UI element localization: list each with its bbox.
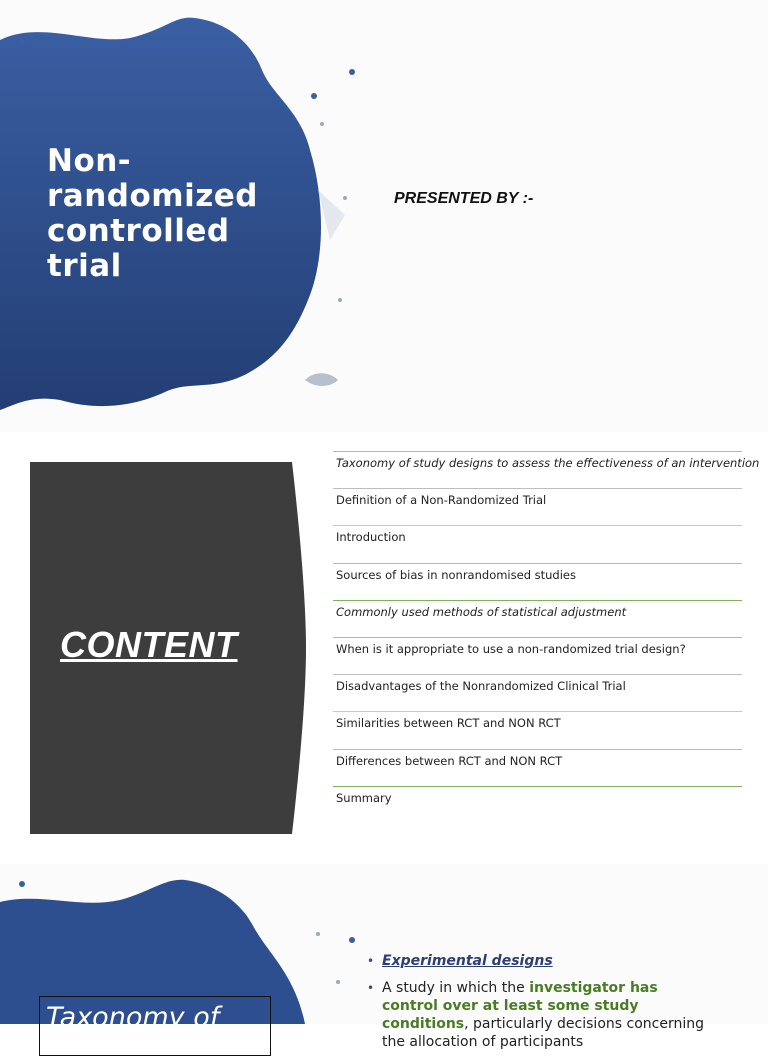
toc-item: Commonly used methods of statistical adjustment: [333, 600, 742, 636]
toc-item: Sources of bias in nonrandomised studies: [333, 563, 742, 599]
toc-item: When is it appropriate to use a non-randomized trial design?: [333, 637, 742, 673]
title-line: Non-: [47, 143, 132, 179]
toc-item: Introduction: [333, 525, 742, 561]
content-heading: CONTENT: [60, 624, 238, 665]
bullet-text-lead: A study in which the: [382, 980, 530, 996]
title-line: randomized: [47, 178, 258, 214]
title-line: controlled: [47, 213, 230, 249]
presentation-title: [47, 144, 307, 284]
toc-item: Differences between RCT and NON RCT: [333, 749, 742, 785]
title-line: trial: [47, 248, 122, 284]
content-slide: [0, 432, 768, 864]
bullet-text-highlight: investigator has control over at least some study conditions: [382, 980, 658, 1032]
bullet-text-rest: , particularly decisions concerning the allocation of participants: [382, 1016, 704, 1050]
title-slide: [0, 0, 768, 432]
toc-item: Summary: [333, 786, 742, 822]
toc-item: Disadvantages of the Nonrandomized Clinical Trial: [333, 674, 742, 710]
toc-item: Similarities between RCT and NON RCT: [333, 711, 742, 747]
bullet-list: [365, 952, 715, 1060]
toc-item: Taxonomy of study designs to assess the effectiveness of an intervention: [333, 451, 742, 487]
table-of-contents: [333, 451, 760, 823]
experimental-designs-link[interactable]: Experimental designs: [382, 953, 553, 969]
bullet-item: [365, 979, 715, 1051]
bullet-icon: •: [367, 954, 375, 968]
toc-item: Definition of a Non-Randomized Trial: [333, 488, 742, 524]
bullet-icon: •: [367, 981, 375, 995]
presented-by-label: PRESENTED BY :-: [394, 190, 534, 207]
taxonomy-title: Taxonomy of: [46, 1002, 220, 1033]
bullet-item: [365, 952, 715, 970]
taxonomy-slide: [0, 864, 768, 1050]
